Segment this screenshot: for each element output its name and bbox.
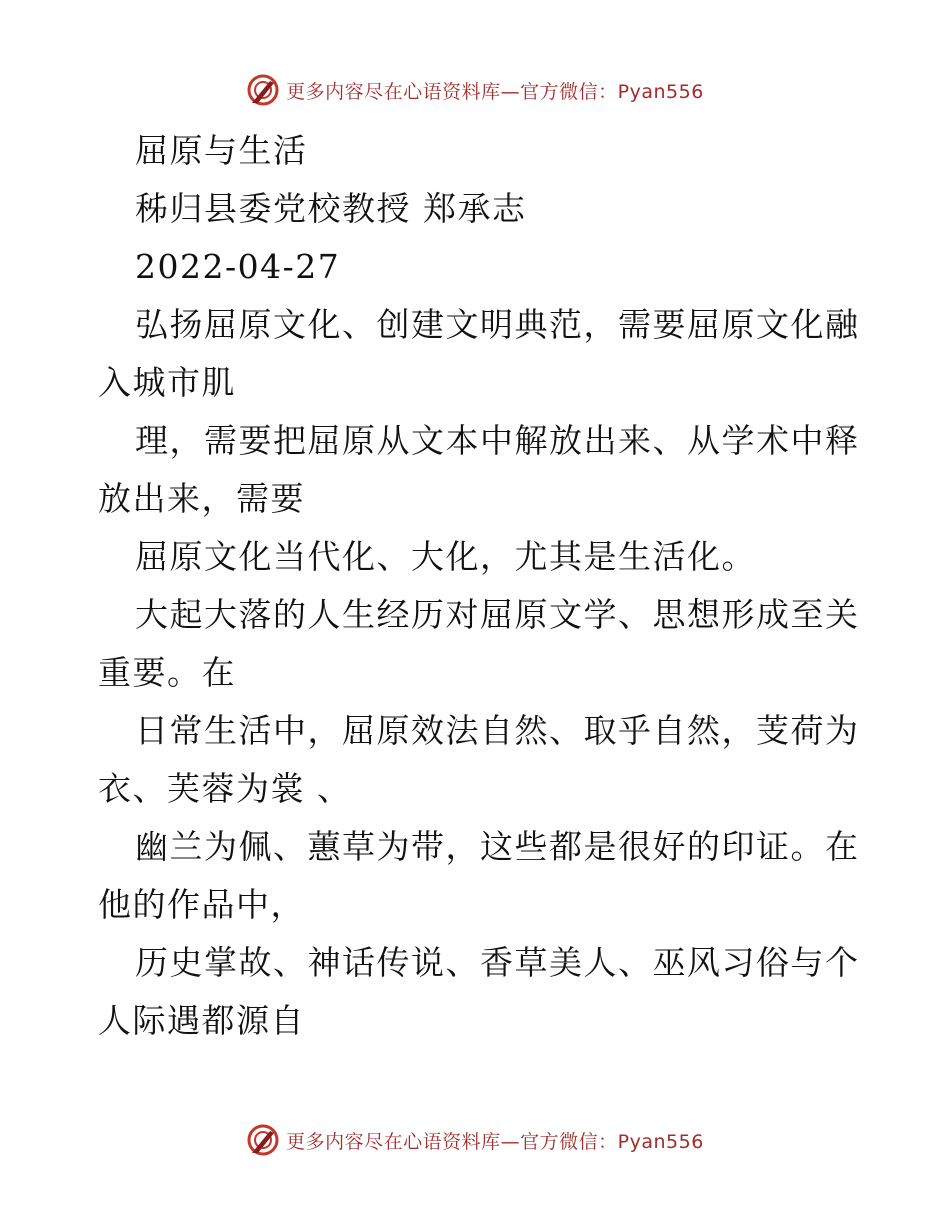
header-banner [0, 70, 950, 110]
document-title: 屈原与生活 [135, 131, 308, 170]
document-date: 2022-04-27 [135, 247, 341, 286]
paragraph-line: 屈原文化当代化、大化，尤其是生活化。 [135, 537, 756, 576]
paragraph-line: 日常生活中，屈原效法自然、取乎自然，芰荷为 [135, 711, 860, 750]
document-paragraphs [98, 296, 858, 1050]
quill-circle-logo-icon [246, 1123, 280, 1157]
paragraph-line: 大起大落的人生经历对屈原文学、思想形成至关 [135, 595, 860, 634]
banner-text: 更多内容尽在心语资料库—官方微信：Pyan556 [286, 1130, 704, 1153]
paragraph-line: 弘扬屈原文化、创建文明典范，需要屈原文化融 [135, 305, 860, 344]
banner-text: 更多内容尽在心语资料库—官方微信：Pyan556 [286, 80, 704, 103]
footer-banner [0, 1120, 950, 1160]
paragraph-line: 人际遇都源自 [98, 1001, 305, 1040]
paragraph-line: 重要。在 [98, 653, 236, 692]
paragraph-line: 入城市肌 [98, 363, 236, 402]
document-byline: 秭归县委党校教授 郑承志 [135, 189, 527, 228]
paragraph-line: 他的作品中， [98, 885, 305, 924]
paragraph-line: 幽兰为佩、蕙草为带，这些都是很好的印证。在 [135, 827, 860, 866]
paragraph-line: 理，需要把屈原从文本中解放出来、从学术中释 [135, 421, 860, 460]
quill-circle-logo-icon [246, 73, 280, 107]
paragraph-line: 放出来，需要 [98, 479, 305, 518]
document-body [98, 122, 858, 1050]
paragraph-line: 历史掌故、神话传说、香草美人、巫风习俗与个 [135, 943, 860, 982]
paragraph-line: 衣、芙蓉为裳 、 [98, 769, 352, 808]
